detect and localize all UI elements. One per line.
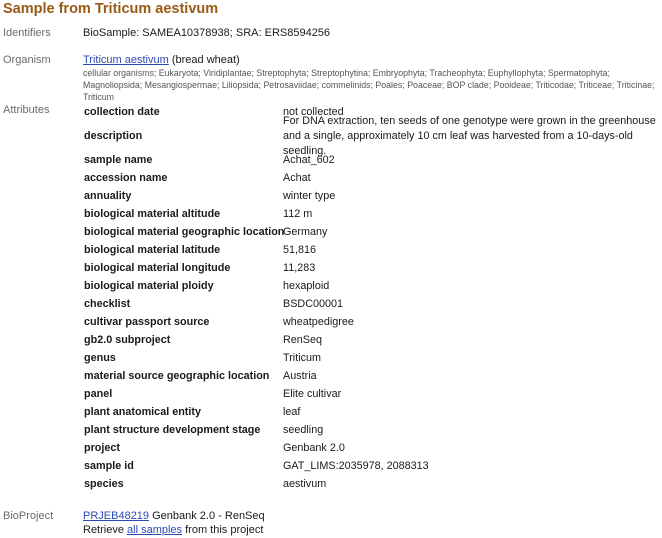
attribute-name: species [84,478,124,490]
organism-line [83,54,240,66]
attribute-value: Triticum [283,351,321,364]
attribute-row [84,439,662,457]
bioproject-line [83,510,265,522]
attribute-value: seedling [283,423,324,436]
bioproject-link[interactable]: PRJEB48219 [83,510,150,522]
attribute-name: project [84,442,120,454]
attribute-name: material source geographic location [84,370,270,382]
attribute-row [84,223,662,241]
organism-link[interactable]: Triticum aestivum [83,54,169,66]
attribute-value: 11,283 [283,261,316,274]
attribute-value: Achat [283,171,311,184]
attribute-row [84,385,662,403]
attribute-row [84,331,662,349]
bioproject-title: Genbank 2.0 - RenSeq [152,510,265,522]
attribute-row [84,475,662,493]
attribute-name: annuality [84,190,132,202]
attribute-row [84,313,662,331]
retrieve-suffix: from this project [185,524,264,536]
attribute-row [84,259,662,277]
identifiers-label: Identifiers [3,27,51,39]
attribute-value: 51,816 [283,243,317,256]
attribute-name: plant structure development stage [84,424,261,436]
attribute-row [84,169,662,187]
attribute-value: wheatpedigree [283,315,354,328]
attribute-row [84,151,662,169]
attributes-label: Attributes [3,104,50,116]
attribute-row [84,205,662,223]
attribute-name: biological material ploidy [84,280,214,292]
attribute-value: leaf [283,405,301,418]
attribute-name: biological material geographic location [84,226,285,238]
attribute-name: accession name [84,172,168,184]
attribute-row [84,421,662,439]
attribute-value: winter type [283,189,336,202]
organism-label: Organism [3,54,51,66]
attribute-value: RenSeq [283,333,323,346]
attribute-row [84,403,662,421]
attribute-value: Austria [283,369,317,382]
attribute-name: sample name [84,154,153,166]
all-samples-link[interactable]: all samples [127,524,183,536]
attributes-table [84,103,662,493]
attribute-row [84,277,662,295]
attribute-name: checklist [84,298,131,310]
attribute-name: panel [84,388,113,400]
attribute-name: gb2.0 subproject [84,334,171,346]
attribute-value: 112 m [283,207,313,220]
bioproject-label: BioProject [3,510,54,522]
taxonomy-lineage: cellular organisms; Eukaryota; Viridiplantae; Streptophyta; Streptophytina; Embryophyta; Tracheophyta; Euphyllophyta; Spermatophyta; Magnoliopsida; Mesangiospermae; Liliopsida; Petrosaviidae; commelinids; Poales; Poaceae; BOP clade; Pooideae; Triticodae; Triticeae; Triticinae; Triticum [83,68,655,102]
organism-common-name: (bread wheat) [171,54,240,66]
attribute-row [84,295,662,313]
attribute-value: hexaploid [283,279,330,292]
attribute-name: collection date [84,106,160,118]
retrieve-samples-line [83,524,263,536]
attribute-row [84,241,662,259]
identifiers-value: BioSample: SAMEA10378938; SRA: ERS8594256 [83,27,331,39]
attribute-value: Genbank 2.0 [283,441,345,454]
attribute-value: BSDC00001 [283,297,344,310]
attribute-row [84,457,662,475]
attribute-name: cultivar passport source [84,316,210,328]
attribute-value: not collected [283,105,344,118]
attribute-name: description [84,130,143,142]
attribute-name: sample id [84,460,134,472]
page-title: Sample from Triticum aestivum [3,1,219,17]
attribute-value: Germany [283,225,328,238]
attribute-value: GAT_LIMS:2035978, 2088313 [283,459,429,472]
attribute-row [84,114,662,157]
attribute-value: Achat_602 [283,153,335,166]
attribute-name: biological material longitude [84,262,231,274]
attribute-name: plant anatomical entity [84,406,201,418]
retrieve-prefix: Retrieve [83,524,124,536]
attribute-row [84,367,662,385]
attribute-value: aestivum [283,477,327,490]
attribute-name: biological material latitude [84,244,221,256]
attribute-row [84,187,662,205]
attribute-name: genus [84,352,116,364]
attribute-value: For DNA extraction, ten seeds of one genotype were grown in the greenhouse and a single, approximately 10 cm leaf was harvested from a 10-days-old seedling. [283,114,656,157]
attribute-value: Elite cultivar [283,387,342,400]
attribute-row [84,349,662,367]
attribute-name: biological material altitude [84,208,221,220]
